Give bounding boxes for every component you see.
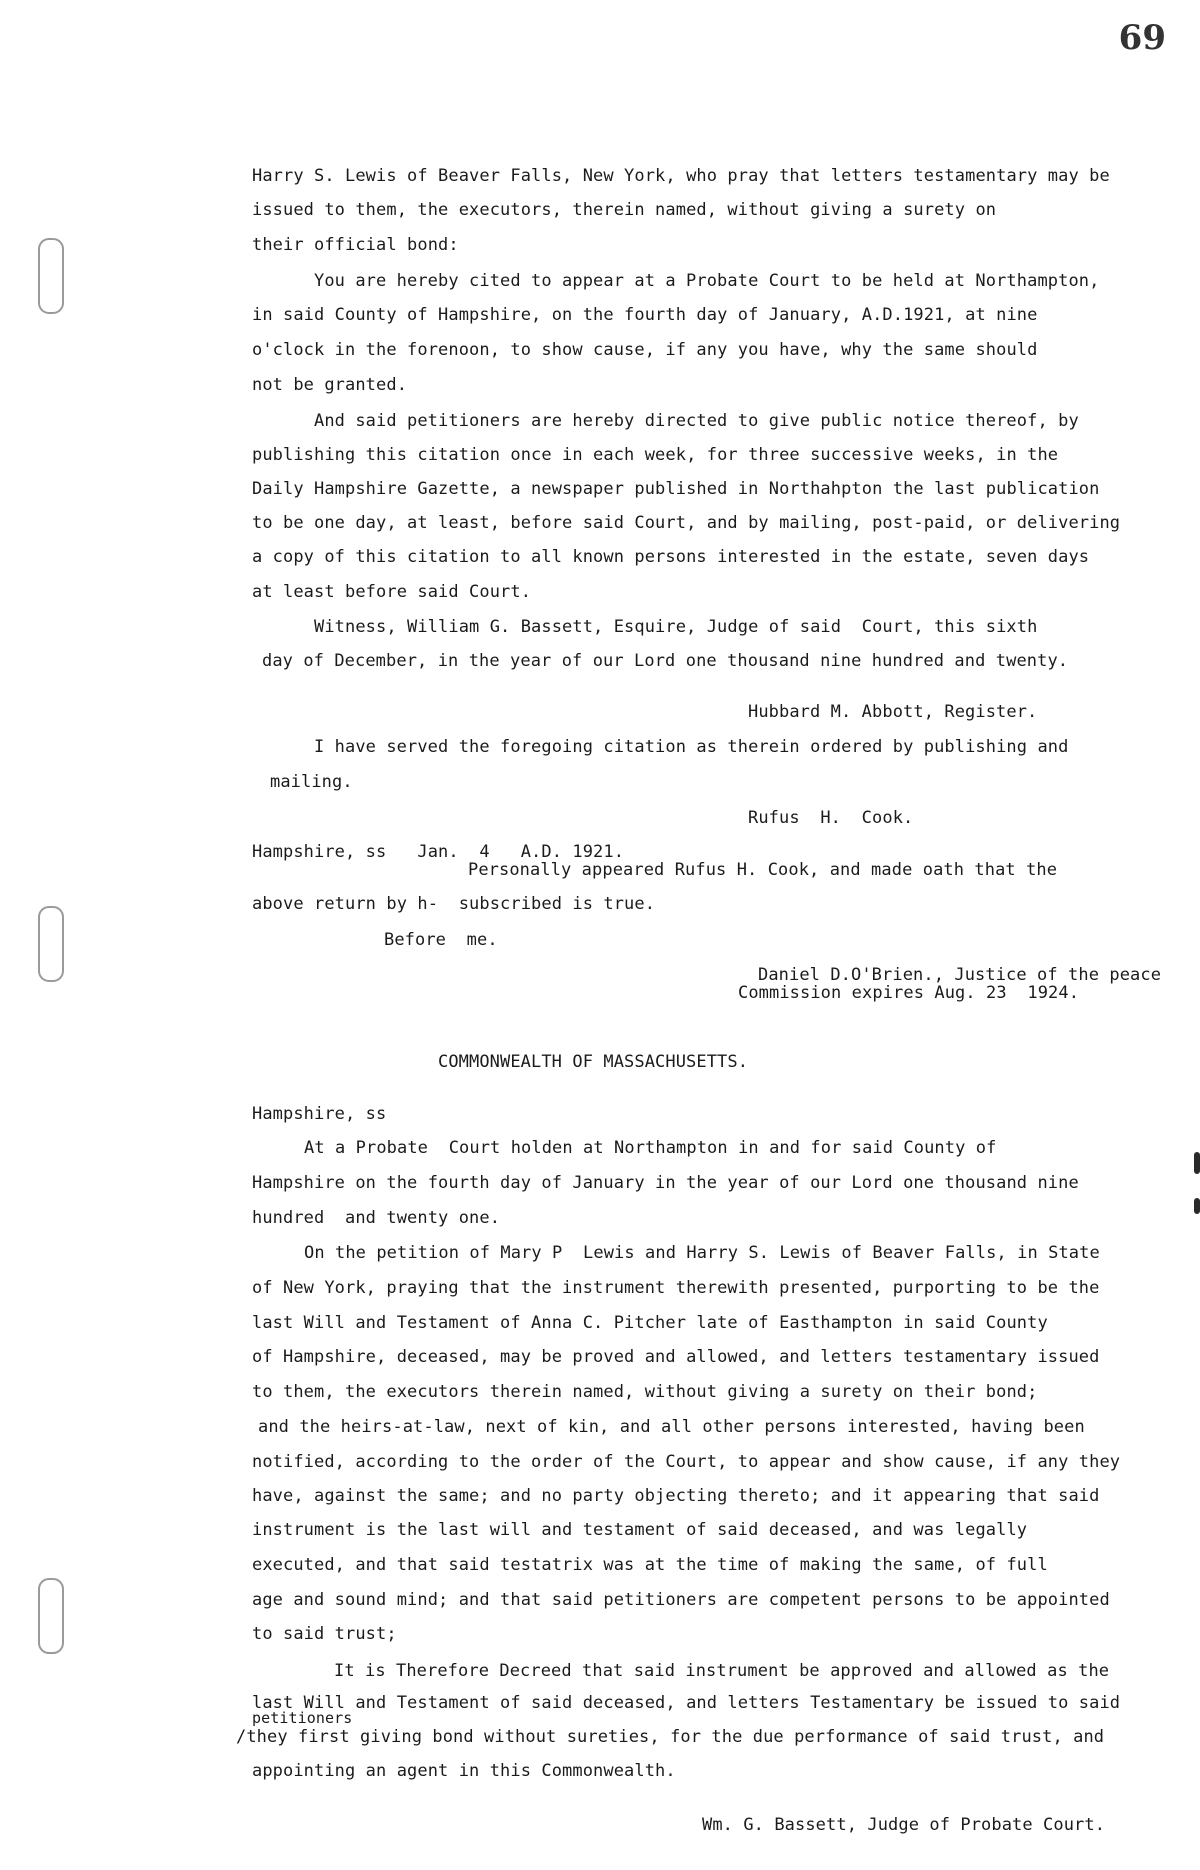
punch-hole-middle (38, 906, 64, 982)
text-line: Witness, William G. Bassett, Esquire, Judge of said Court, this sixth (314, 617, 1038, 637)
text-line: of New York, praying that the instrument therewith presented, purporting to be the (252, 1278, 1100, 1298)
punch-hole-top (38, 238, 64, 314)
margin-mark (1194, 1198, 1200, 1214)
text-line: At a Probate Court holden at Northampton in and for said County of (304, 1138, 997, 1158)
text-line: not be granted. (252, 375, 408, 395)
margin-mark (1194, 1152, 1200, 1174)
text-line: last Will and Testament of Anna C. Pitcher late of Easthampton in said County (252, 1313, 1048, 1333)
text-line: mailing. (270, 772, 353, 792)
text-line: Personally appeared Rufus H. Cook, and made oath that the (468, 860, 1058, 880)
justice-signature: Daniel D.O'Brien., Justice of the peace (758, 965, 1162, 985)
text-line: last Will and Testament of said deceased, and letters Testamentary be issued to said (252, 1693, 1121, 1713)
text-line: to said trust; (252, 1624, 397, 1644)
text-line: to be one day, at least, before said Court, and by mailing, post-paid, or delivering (252, 513, 1121, 533)
text-line: hundred and twenty one. (252, 1208, 501, 1228)
interlinear-insertion: petitioners (252, 1709, 353, 1727)
commission-line: Commission expires Aug. 23 1924. (738, 983, 1080, 1003)
text-line: to them, the executors therein named, without giving a surety on their bond; (252, 1382, 1038, 1402)
punch-hole-bottom (38, 1578, 64, 1654)
section-heading: COMMONWEALTH OF MASSACHUSETTS. (438, 1052, 749, 1072)
text-line: And said petitioners are hereby directed to give public notice thereof, by (314, 411, 1079, 431)
text-line: instrument is the last will and testament of said deceased, and was legally (252, 1520, 1028, 1540)
text-line: Hampshire on the fourth day of January in the year of our Lord one thousand nine (252, 1173, 1079, 1193)
text-line: age and sound mind; and that said petitioners are competent persons to be appointed (252, 1590, 1110, 1610)
text-line: You are hereby cited to appear at a Probate Court to be held at Northampton, (314, 271, 1100, 291)
text-line: in said County of Hampshire, on the fourth day of January, A.D.1921, at nine (252, 305, 1038, 325)
text-line: Hampshire, ss (252, 1104, 387, 1124)
text-line: /they first giving bond without sureties, for the due performance of said trust, and (236, 1727, 1105, 1747)
text-line: their official bond: (252, 235, 459, 255)
text-line: issued to them, the executors, therein named, without giving a surety on (252, 200, 997, 220)
text-line: above return by h- subscribed is true. (252, 894, 656, 914)
judge-signature: Wm. G. Bassett, Judge of Probate Court. (702, 1815, 1106, 1835)
text-line: of Hampshire, deceased, may be proved and allowed, and letters testamentary issued (252, 1347, 1100, 1367)
text-line: at least before said Court. (252, 582, 532, 602)
text-line: On the petition of Mary P Lewis and Harry S. Lewis of Beaver Falls, in State (304, 1243, 1100, 1263)
page-number: 69 (1118, 18, 1166, 58)
text-line: publishing this citation once in each week, for three successive weeks, in the (252, 445, 1059, 465)
text-line: Hampshire, ss Jan. 4 A.D. 1921. (252, 842, 625, 862)
text-line: I have served the foregoing citation as therein ordered by publishing and (314, 737, 1069, 757)
text-line: Harry S. Lewis of Beaver Falls, New York, who pray that letters testamentary may be (252, 166, 1110, 186)
text-line: Before me. (384, 930, 498, 950)
officer-signature: Rufus H. Cook. (748, 808, 914, 828)
register-signature: Hubbard M. Abbott, Register. (748, 702, 1038, 722)
text-line: appointing an agent in this Commonwealth. (252, 1761, 676, 1781)
text-line: and the heirs-at-law, next of kin, and all other persons interested, having been (258, 1417, 1085, 1437)
text-line: have, against the same; and no party objecting thereto; and it appearing that said (252, 1486, 1100, 1506)
text-line: a copy of this citation to all known persons interested in the estate, seven days (252, 547, 1090, 567)
text-line: Daily Hampshire Gazette, a newspaper published in Northahpton the last publication (252, 479, 1100, 499)
text-line: notified, according to the order of the Court, to appear and show cause, if any they (252, 1452, 1121, 1472)
text-line: day of December, in the year of our Lord one thousand nine hundred and twenty. (262, 651, 1069, 671)
text-line: o'clock in the forenoon, to show cause, if any you have, why the same should (252, 340, 1038, 360)
text-line: executed, and that said testatrix was at the time of making the same, of full (252, 1555, 1048, 1575)
text-line: It is Therefore Decreed that said instrument be approved and allowed as the (334, 1661, 1110, 1681)
